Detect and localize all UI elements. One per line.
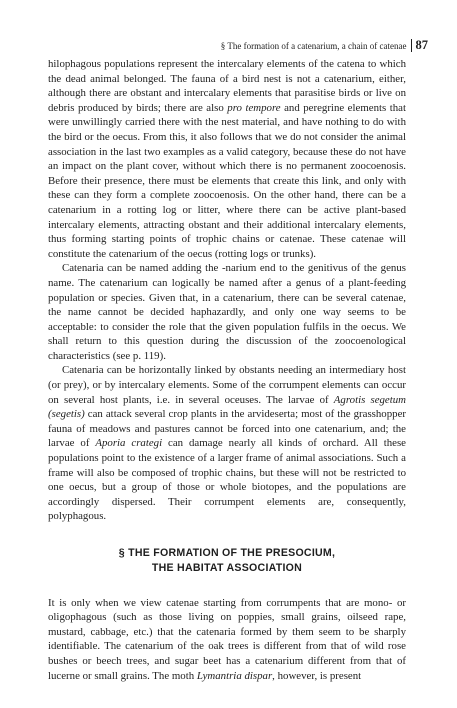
running-title: § The formation of a catenarium, a chain of catenae	[220, 40, 407, 51]
italic-term: pro tempore	[227, 101, 281, 114]
italic-species: Lymantria dispar	[196, 669, 273, 682]
italic-species: Aporia crategi	[95, 437, 163, 450]
header-divider	[411, 39, 412, 52]
text-run: It is only when we view catenae starting from corrumpents that are mono- or oligophagous (such as those living on poppies, small grains, oilseed rape, mustard, cabbage, etc.) that the catenaria formed by them seem to be sharply identifiable. The catenarium of the oak trees is different from that of wild rose bushes or beech trees, and sugar beet has a catenarium different from that of lucerne or small grains. The moth	[48, 596, 406, 682]
page-number: 87	[415, 38, 428, 52]
paragraph-1	[48, 57, 406, 261]
paragraph-4	[48, 596, 406, 684]
section-heading-line-1: § THE FORMATION OF THE PRESOCIUM,	[118, 547, 336, 559]
text-run: hilophagous populations represent the intercalary elements of the catena to which the dead animal belonged. The fauna of a bird nest is not a catenarium, either, although there are obstant and intercalary elements that parasitise birds or live on debris produced by birds; there are also	[48, 58, 406, 114]
italic-species: Agrotis segetum (segetis)	[48, 393, 407, 421]
text-run: Catenaria can be named adding the -narium end to the genitivus of the genus name. The catenarium can logically be named after a genus of a plant-feeding population or species. Given that, in a catenarium, there can be several catenae, the name cannot be decided haphazardly, and only one way seems to be acceptable: to consider the role that the given population fulfils in the oecus. We shall return to this question during the discussion of the zoocoenological characteristics (see p. 119).	[48, 262, 406, 362]
section-heading	[48, 546, 406, 576]
running-header	[221, 38, 428, 53]
page-body	[48, 57, 406, 683]
text-run: Catenaria can be horizontally linked by obstants needing an intermediary host (or prey), or by intercalary elements. Some of the corrumpent elements can occur on several host plants, i.e. in several oceuses. The larvae of	[48, 364, 406, 406]
section-heading-line-2: THE HABITAT ASSOCIATION	[151, 561, 303, 574]
text-run: , however, is present	[272, 669, 362, 682]
text-run: can damage nearly all kinds of orchard. All these populations point to the existence of a larger frame of animal associations. Such a frame will also be composed of trophic chains, but these will not be restricted to one oecus, but a group of those or whole biotopes, and the populations are accordingly dispersed. Their corrumpent elements are, consequently, polyphagous.	[48, 437, 406, 523]
text-run: and peregrine elements that were unwillingly carried there with the nest material, and have nothing to do with the bird or the oecus. From this, it also follows that we do not consider the animal association in the last two examples as a valid category, because these do not have an impact on the plant cover, without which there is no permanent zoocoenosis. Before their presence, there must be elements that create this link, and only with these can they form a complete zoocoenosis. On the other hand, there can be a catenarium in a rotting log or litter, where there can be active plant-based intercalary elements, attracting obstant and their additional intercalary elements, thus forming starting points of trophic chains or catenae. These catenae will constitute the catenarium of the oecus (rotting logs or trunks).	[48, 101, 406, 260]
paragraph-3	[48, 363, 406, 524]
text-run: can attack several crop plants in the arvideserta; most of the grasshopper fauna of meadows and pastures cannot be forced into one catenarium, and; the larvae of	[48, 408, 406, 450]
paragraph-2	[48, 261, 406, 363]
